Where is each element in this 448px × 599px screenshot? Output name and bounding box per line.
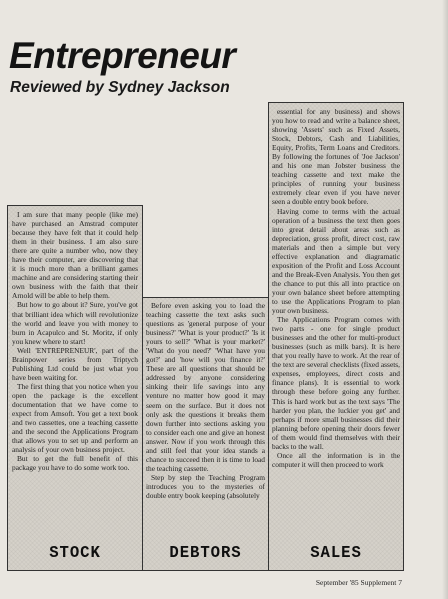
debtors-label: DEBTORS <box>169 544 242 563</box>
column-left <box>12 210 138 537</box>
column-paragraph: Step by step the Teaching Program introduces you to the mysteries of double entry book keeping (absolutely <box>146 472 265 500</box>
page-edge-shadow <box>442 0 448 599</box>
page-footer: September '85 Supplement 7 <box>315 578 402 587</box>
column-paragraph: I am sure that many people (like me) have purchased an Amstrad computer because they have felt that it could help them in their business. I am also sure there are quite a number who, now they have their computer, are discovering that it is much more than a brilliant games machine and are considering starting their own business with the faith that their Arnold will be able to help them. <box>12 210 138 301</box>
column-paragraph: But how to go about it? Sure, you've got that brilliant idea which will revolutionize the world and leave you with money to burn in Acapulco and St. Moritz, if only you knew where to start! <box>12 300 138 346</box>
column-paragraph: Well 'ENTREPRENEUR', part of the Brainpower series from Triptych Publishing Ltd could be just what you have been waiting for. <box>12 345 138 382</box>
column-paragraph: But to get the full benefit of this package you have to do some work too. <box>12 454 138 473</box>
column-paragraph: Having come to terms with the actual operation of a business the text then goes into great detail about areas such as depreciation, gross profit, direct cost, raw materials and then a simple but very effective explanation and diagramatic exposition of the Profit and Loss Account and the Break-Even Analysis. You then get the chance to put this all into practice on your own balance sheet before attempting to use the Applications Program to plan your own business. <box>272 206 400 316</box>
article-title: Entrepreneur <box>9 35 236 76</box>
stock-label: STOCK <box>49 544 101 563</box>
column-paragraph: The Applications Program comes with two parts - one for single product businesses and the other for multi-product businesses (such as milk bars). It is here that you really have to work. At the rear of the text are several checklists (fixed assets, expenses, employees, direct costs and finance plans). It is essential to work through these before going any further. This is hard work but as the text says 'The harder you plan, the luckier you get' and perhaps if more small businesses did their planning before opening their doors fewer of them would find themselves with their backs to the wall. <box>272 315 400 451</box>
column-paragraph: Once all the information is in the computer it will then proceed to work <box>272 450 400 469</box>
column-paragraph: essential for any business) and shows you how to read and write a balance sheet, showing 'Assets' such as Fixed Assets, Stock, Debtors, Cash and Liabilities, Equity, Profits, Term Loans and Creditors. By following the fortunes of 'Joe Jackson' and his one man Jobster business the teaching cassette and text make the principles of running your business extremely clear even if you have never seen a double entry book before. <box>272 107 400 207</box>
column-right <box>272 107 400 537</box>
column-middle <box>146 301 265 537</box>
article-byline: Reviewed by Sydney Jackson <box>10 79 230 96</box>
column-paragraph: Before even asking you to load the teaching cassette the text asks such questions as 'general purpose of your business?' 'What is your product?' 'Is it yours to sell?' 'What is your market?' 'What do you need?' 'What have you got?' and 'how will you finance it?' These are all questions that should be addressed by anyone considering sinking their life savings into any venture no matter how good it may seem on the surface. But it does not only ask the questions it breaks them down further into sections asking you to consider each one and give an honest answer. Now if you work through this and still feel that your idea stands a chance to succeed then it is time to load the teaching cassette. <box>146 301 265 473</box>
sales-label: SALES <box>310 544 362 563</box>
column-paragraph: The first thing that you notice when you open the package is the excellent documentation that we have come to expect from Amsoft. You get a text book and two cassettes, one a teaching cassette and the second the Applications Program that allows you to set up and perform an analysis of your own business project. <box>12 381 138 455</box>
